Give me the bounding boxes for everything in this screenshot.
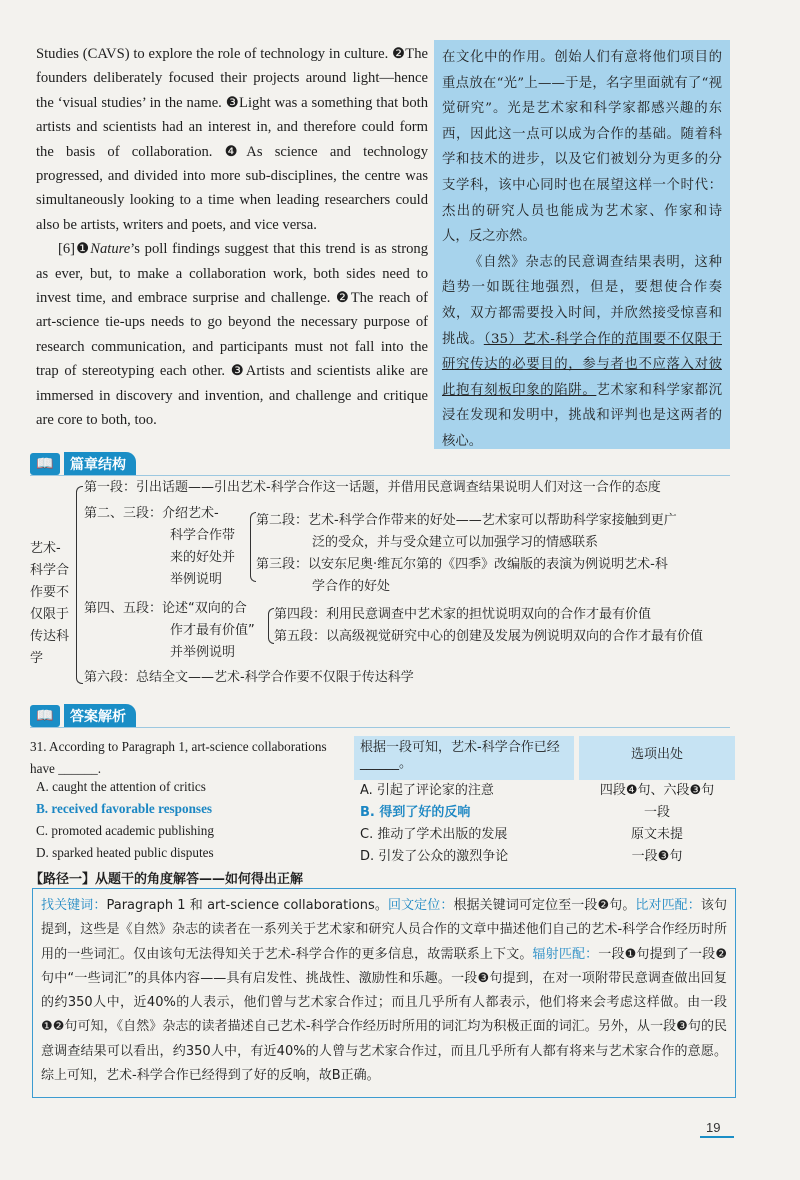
label-line: 作才最有价值” [170, 623, 255, 638]
para2-line: 泛的受众，并与受众建立可以加强学习的情感联系 [312, 535, 599, 550]
para3-line: 第三段：以安东尼奥·维瓦尔第的《四季》改编版的表演为例说明艺术-科 [256, 557, 668, 572]
option-c-cn: C. 推动了学术出版的发展 [360, 827, 508, 842]
outline-para1: 第一段：引出话题——引出艺术-科学合作这一话题，并借用民意调查结果说明人们对这一合作的态度 [84, 480, 661, 495]
question-stem: 31. According to Paragraph 1, art-science collaborations have ______. [30, 739, 327, 776]
section-header-structure [30, 452, 136, 476]
section-title: 篇章结构 [64, 452, 136, 476]
root-line: 科学合 [30, 563, 70, 578]
question-chinese [354, 736, 574, 868]
option-d: D. sparked heated public disputes [36, 845, 214, 860]
paragraph-number: [6]❶ [58, 241, 91, 258]
route-title: 【路径一】从题干的角度解答——如何得出正解 [30, 872, 304, 887]
question-english [30, 736, 346, 864]
root-line: 艺术- [30, 541, 61, 556]
sources-header: 选项出处 [579, 736, 735, 780]
option-a-cn: A. 引起了评论家的注意 [360, 783, 494, 798]
source-c: 原文未提 [630, 827, 683, 842]
label-line: 举例说明 [170, 572, 223, 587]
outline-para6: 第六段：总结全文——艺术-科学合作要不仅限于传达科学 [84, 670, 414, 685]
explanation-text: 该句提到，这些是《自然》杂志的读者在一系列关于艺术家和研究人员合作的文章中描述他们自己的艺术-科学合作经历时所用的一些词汇。仅由该句无法得知关于艺术-科学合作的更多信息，故需联系上下文。 [41, 898, 727, 962]
option-c: C. promoted academic publishing [36, 823, 214, 838]
label-line: 来的好处并 [170, 550, 236, 565]
explanation-box [32, 888, 736, 1098]
english-passage [36, 42, 428, 433]
page-number-underline [700, 1136, 734, 1138]
outline-para45-label [84, 598, 255, 664]
source-d: 一段❸句 [631, 849, 683, 864]
journal-name: Nature [90, 241, 131, 258]
explanation-text: 一段❶句提到了一段❷句中“一些词汇”的具体内容——具有启发性、挑战性、激励性和乐趣。一段❸句提到，在对一项附带民意调查做出回复的约350人中，近40%的人表示，他们曾与艺术家合作过；而且几乎所有人都表示，他们将来会考虑这样做。由一段❶❷句可知，《自然》杂志的读者描述自己艺术-科学合作经历时所用的词汇均为积极正面的词汇。另外，从一段❸句的民意调查结果可以看出，约350人中，有近40%的人曾与艺术家合作过，而且几乎所有人都有将来与艺术家合作的意愿。综上可知，艺术-科学合作已经得到了好的反响，故B正确。 [41, 946, 727, 1084]
book-icon: 📖 [30, 453, 60, 475]
page-number: 19 [706, 1120, 721, 1135]
section-header-answers [30, 704, 136, 728]
chinese-paragraph-6 [442, 250, 722, 455]
book-icon: 📖 [30, 705, 60, 727]
label-line: 第二、三段：介绍艺术- [84, 506, 219, 521]
section-title: 答案解析 [64, 704, 136, 728]
explanation-text: Paragraph 1 和 art-science collaborations。 [106, 898, 388, 913]
divider [30, 727, 730, 728]
outline-para2 [256, 510, 734, 554]
outline-para5: 第五段：以高级视觉研究中心的创建及发展为例说明双向的合作才最有价值 [274, 629, 704, 644]
keyword-label: 辐射匹配： [532, 946, 599, 962]
para3-line: 学合作的好处 [312, 579, 391, 594]
divider [30, 475, 730, 476]
label-line: 并举例说明 [170, 645, 236, 660]
chinese-paragraph-1: 在文化中的作用。创始人们有意将他们项目的重点放在“光”上——于是，名字里面就有了“视觉研究”。光是艺术家和科学家都感兴趣的东西，因此这一点可以成为合作的基础。随着科学和技术的进步，以及它们被划分为更多的分支学科，该中心同时也在展望这样一个时代：杰出的研究人员也能成为艺术家、作家和诗人，反之亦然。 [442, 50, 722, 245]
outline-para23-label [84, 503, 235, 591]
english-paragraph-6 [36, 237, 428, 432]
source-a: 四段❹句、六段❸句 [599, 783, 715, 798]
para2-line: 第二段：艺术-科学合作带来的好处——艺术家可以帮助科学家接触到更广 [256, 513, 677, 528]
cn-text: 《自然》杂志的民意调查结果表明，这种趋势一如既往地强烈，但是，要想使合作奏效，双方都需要投入时间，并欣然接受惊喜和挑战。 [442, 254, 722, 347]
outline-root [30, 538, 78, 670]
keyword-label: 找关键词： [41, 898, 107, 913]
cn-text: 艺术家和科学家都沉浸在发现和发明中，挑战和评判也是这两者的核心。 [442, 382, 723, 449]
keyword-label: 比对匹配： [635, 898, 701, 913]
option-a: A. caught the attention of critics [36, 779, 206, 794]
underlined-answer-sentence: （35）艺术-科学合作的范围要不仅限于研究传达的必要目的，参与者也不应落入对彼此抱有刻板印象的陷阱。 [442, 331, 722, 398]
paragraph-text: ’s poll findings suggest that this trend is as strong as ever, but, to make a collaboration work, both sides need to invest time, and embrace surprise and challenge. ❷The reach of art-science tie-ups needs to go beyond the necessary purpose of research communication, and participants must not fall into the trap of stereotyping each other. ❸Artists and scientists alike are immersed in discovery and invention, and challenge and critique are core to both, too. [36, 241, 428, 429]
outline-para3 [256, 554, 734, 598]
root-line: 传达科 [30, 629, 70, 644]
option-d-cn: D. 引发了公众的激烈争论 [360, 849, 509, 864]
source-b: 一段 [643, 805, 670, 820]
root-line: 作要不 [30, 585, 70, 600]
outline-para4: 第四段：利用民意调查中艺术家的担忧说明双向的合作才最有价值 [274, 607, 652, 622]
label-line: 第四、五段：论述“双向的合 [84, 601, 247, 616]
option-sources [579, 736, 735, 868]
root-line: 仅限于 [30, 607, 70, 622]
keyword-label: 回文定位： [388, 898, 454, 913]
option-b-cn-correct: B. 得到了好的反响 [360, 805, 471, 820]
english-paragraph-1: Studies (CAVS) to explore the role of technology in culture. ❷The founders deliberately focused their projects around light—hence the ‘visual studies’ in the name. ❸Light was a something that both artists and scientists had an interest in, and therefore could form the basis of collaboration. ❹As science and technology progressed, and divided into more sub-disciplines, the centre was simultaneously looking to a time when leading researchers could also be artists, writers and poets, and vice versa. [36, 46, 428, 233]
option-b-correct: B. received favorable responses [36, 801, 213, 816]
outline-brace [76, 486, 83, 684]
root-line: 学 [30, 651, 44, 666]
question-stem-cn: 根据一段可知，艺术-科学合作已经______。 [354, 736, 574, 780]
explanation-text: 根据关键词可定位至一段❷句。 [453, 898, 636, 913]
chinese-translation-box [434, 40, 730, 449]
label-line: 科学合作带 [170, 528, 236, 543]
